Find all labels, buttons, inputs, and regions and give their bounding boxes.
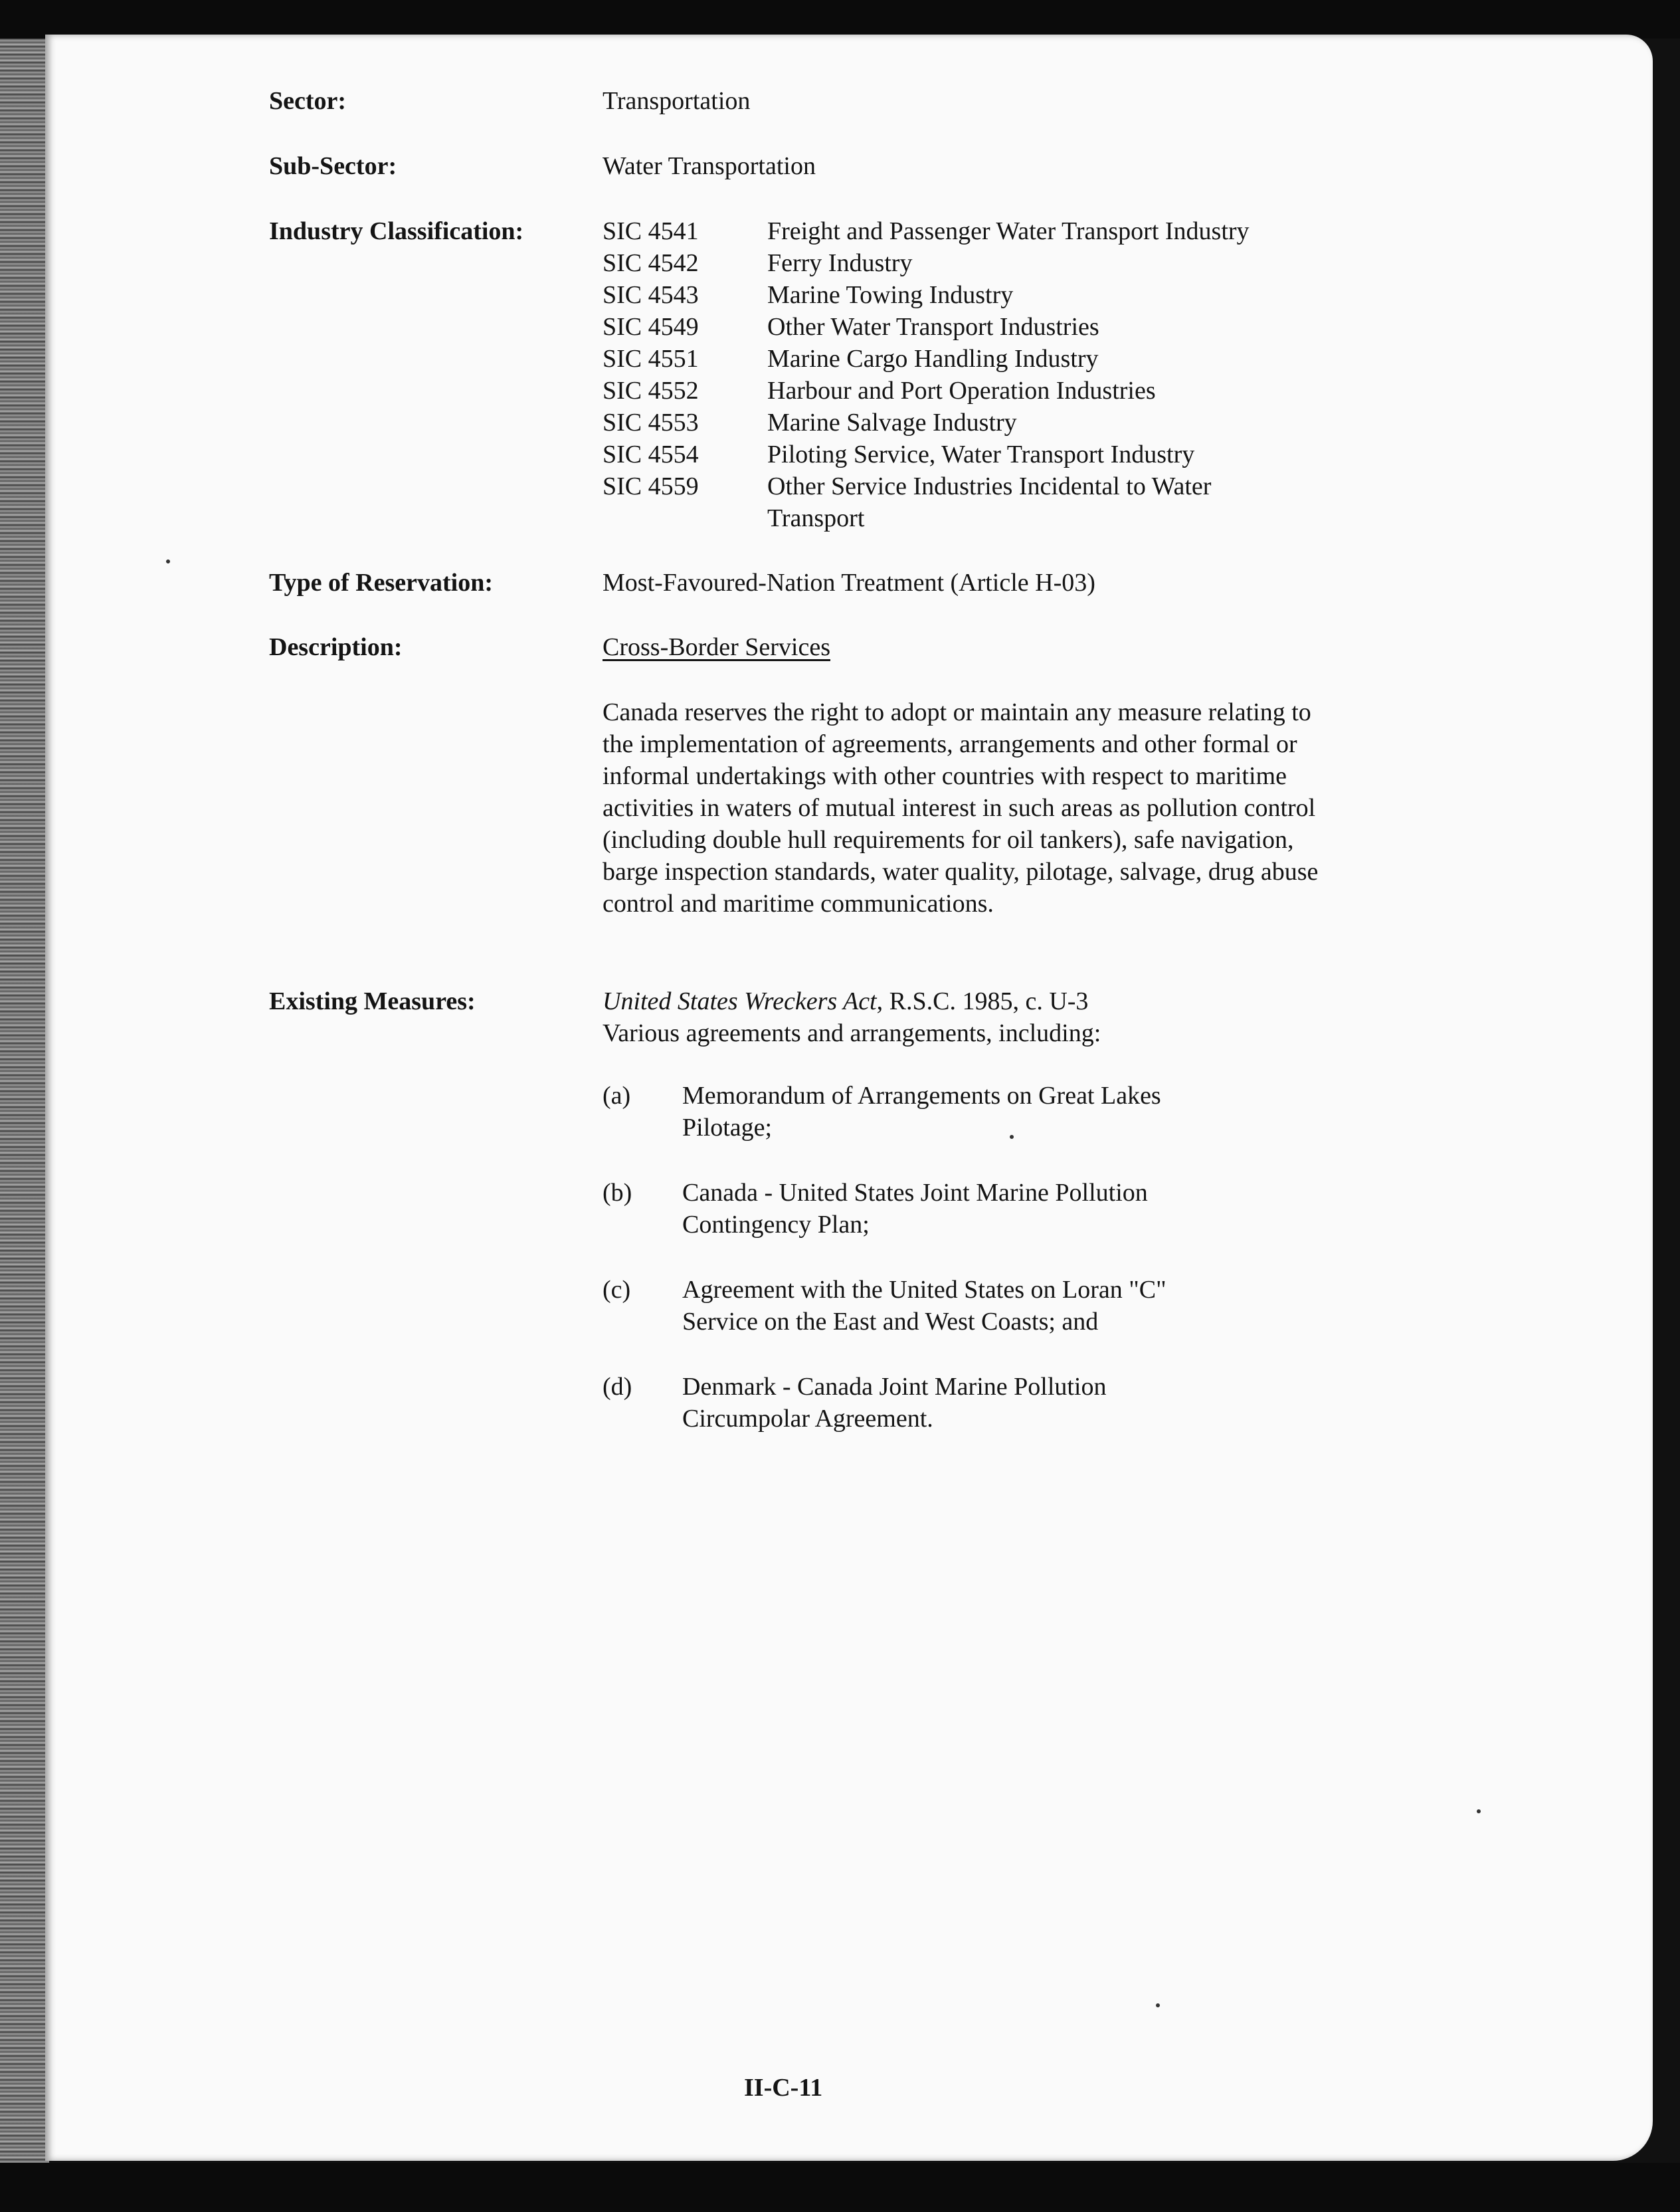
sic-industry-name: Marine Cargo Handling Industry	[767, 345, 1099, 373]
item-marker: (a)	[603, 1082, 631, 1110]
sic-row	[603, 311, 1332, 343]
industry-classification-label: Industry Classification:	[269, 217, 524, 245]
list-item	[603, 1080, 1227, 1144]
sic-row	[603, 343, 1332, 375]
sic-row	[603, 375, 1332, 407]
sic-industry-name: Piloting Service, Water Transport Industry	[767, 441, 1195, 468]
sector-label: Sector:	[269, 87, 347, 115]
sic-code: SIC 4552	[603, 377, 699, 405]
sic-code: SIC 4553	[603, 409, 699, 437]
sic-row	[603, 439, 1332, 470]
sic-row	[603, 247, 1332, 279]
sub-sector-value: Water Transportation	[603, 152, 816, 180]
description-label: Description:	[269, 633, 403, 661]
sic-row	[603, 215, 1332, 247]
sic-row	[603, 470, 1332, 534]
item-marker: (c)	[603, 1276, 631, 1304]
sic-industry-name: Ferry Industry	[767, 249, 913, 277]
existing-measures-label: Existing Measures:	[269, 987, 476, 1015]
sic-code: SIC 4551	[603, 345, 699, 373]
item-text: Agreement with the United States on Loran "C" Service on the East and West Coasts; and	[682, 1276, 1167, 1336]
description-heading: Cross-Border Services	[603, 633, 830, 661]
type-of-reservation-label: Type of Reservation:	[269, 569, 494, 597]
sic-industry-name: Marine Salvage Industry	[767, 409, 1017, 437]
sic-code: SIC 4554	[603, 441, 699, 468]
sic-industry-name: Freight and Passenger Water Transport Industry	[767, 217, 1250, 245]
sub-sector-label: Sub-Sector:	[269, 152, 397, 180]
item-marker: (d)	[603, 1373, 632, 1401]
scan-speck	[1156, 2003, 1160, 2007]
type-of-reservation-value: Most-Favoured-Nation Treatment (Article H-03)	[603, 569, 1095, 597]
wreckers-act-line	[603, 985, 1088, 1017]
scan-speck	[166, 559, 170, 563]
sic-code-list	[603, 215, 1332, 534]
act-title: United States Wreckers Act	[603, 987, 877, 1015]
sic-row	[603, 407, 1332, 439]
sic-industry-name: Other Water Transport Industries	[767, 313, 1099, 341]
agreements-list	[603, 1080, 1227, 1468]
list-item	[603, 1177, 1227, 1241]
sic-industry-name: Other Service Industries Incidental to Water Transport	[767, 472, 1212, 532]
sic-industry-name: Harbour and Port Operation Industries	[767, 377, 1156, 405]
sic-code: SIC 4541	[603, 217, 699, 245]
sector-value: Transportation	[603, 87, 751, 115]
item-text: Canada - United States Joint Marine Pollution Contingency Plan;	[682, 1179, 1148, 1239]
scan-speck	[1010, 1135, 1014, 1139]
item-marker: (b)	[603, 1179, 632, 1207]
scan-speck	[1477, 1809, 1481, 1813]
list-item	[603, 1371, 1227, 1435]
act-citation: , R.S.C. 1985, c. U-3	[876, 987, 1089, 1015]
sic-row	[603, 279, 1332, 311]
sic-industry-name: Marine Towing Industry	[767, 281, 1014, 309]
page-number: II-C-11	[744, 2074, 823, 2102]
agreements-intro: Various agreements and arrangements, including:	[603, 1019, 1101, 1047]
item-text: Denmark - Canada Joint Marine Pollution Circumpolar Agreement.	[682, 1373, 1107, 1433]
sic-code: SIC 4549	[603, 313, 699, 341]
sic-code: SIC 4559	[603, 472, 699, 500]
list-item	[603, 1274, 1227, 1338]
sic-code: SIC 4543	[603, 281, 699, 309]
description-body: Canada reserves the right to adopt or maintain any measure relating to the implementation of agreements, arrangements and other formal or informal undertakings with other countries with respect to maritime activities in waters of mutual interest in such areas as pollution control (including double hull requirements for oil tankers), safe navigation, barge inspection standards, water quality, pilotage, salvage, drug abuse control and maritime communications.	[603, 698, 1319, 918]
item-text: Memorandum of Arrangements on Great Lakes Pilotage;	[682, 1082, 1161, 1142]
sic-code: SIC 4542	[603, 249, 699, 277]
